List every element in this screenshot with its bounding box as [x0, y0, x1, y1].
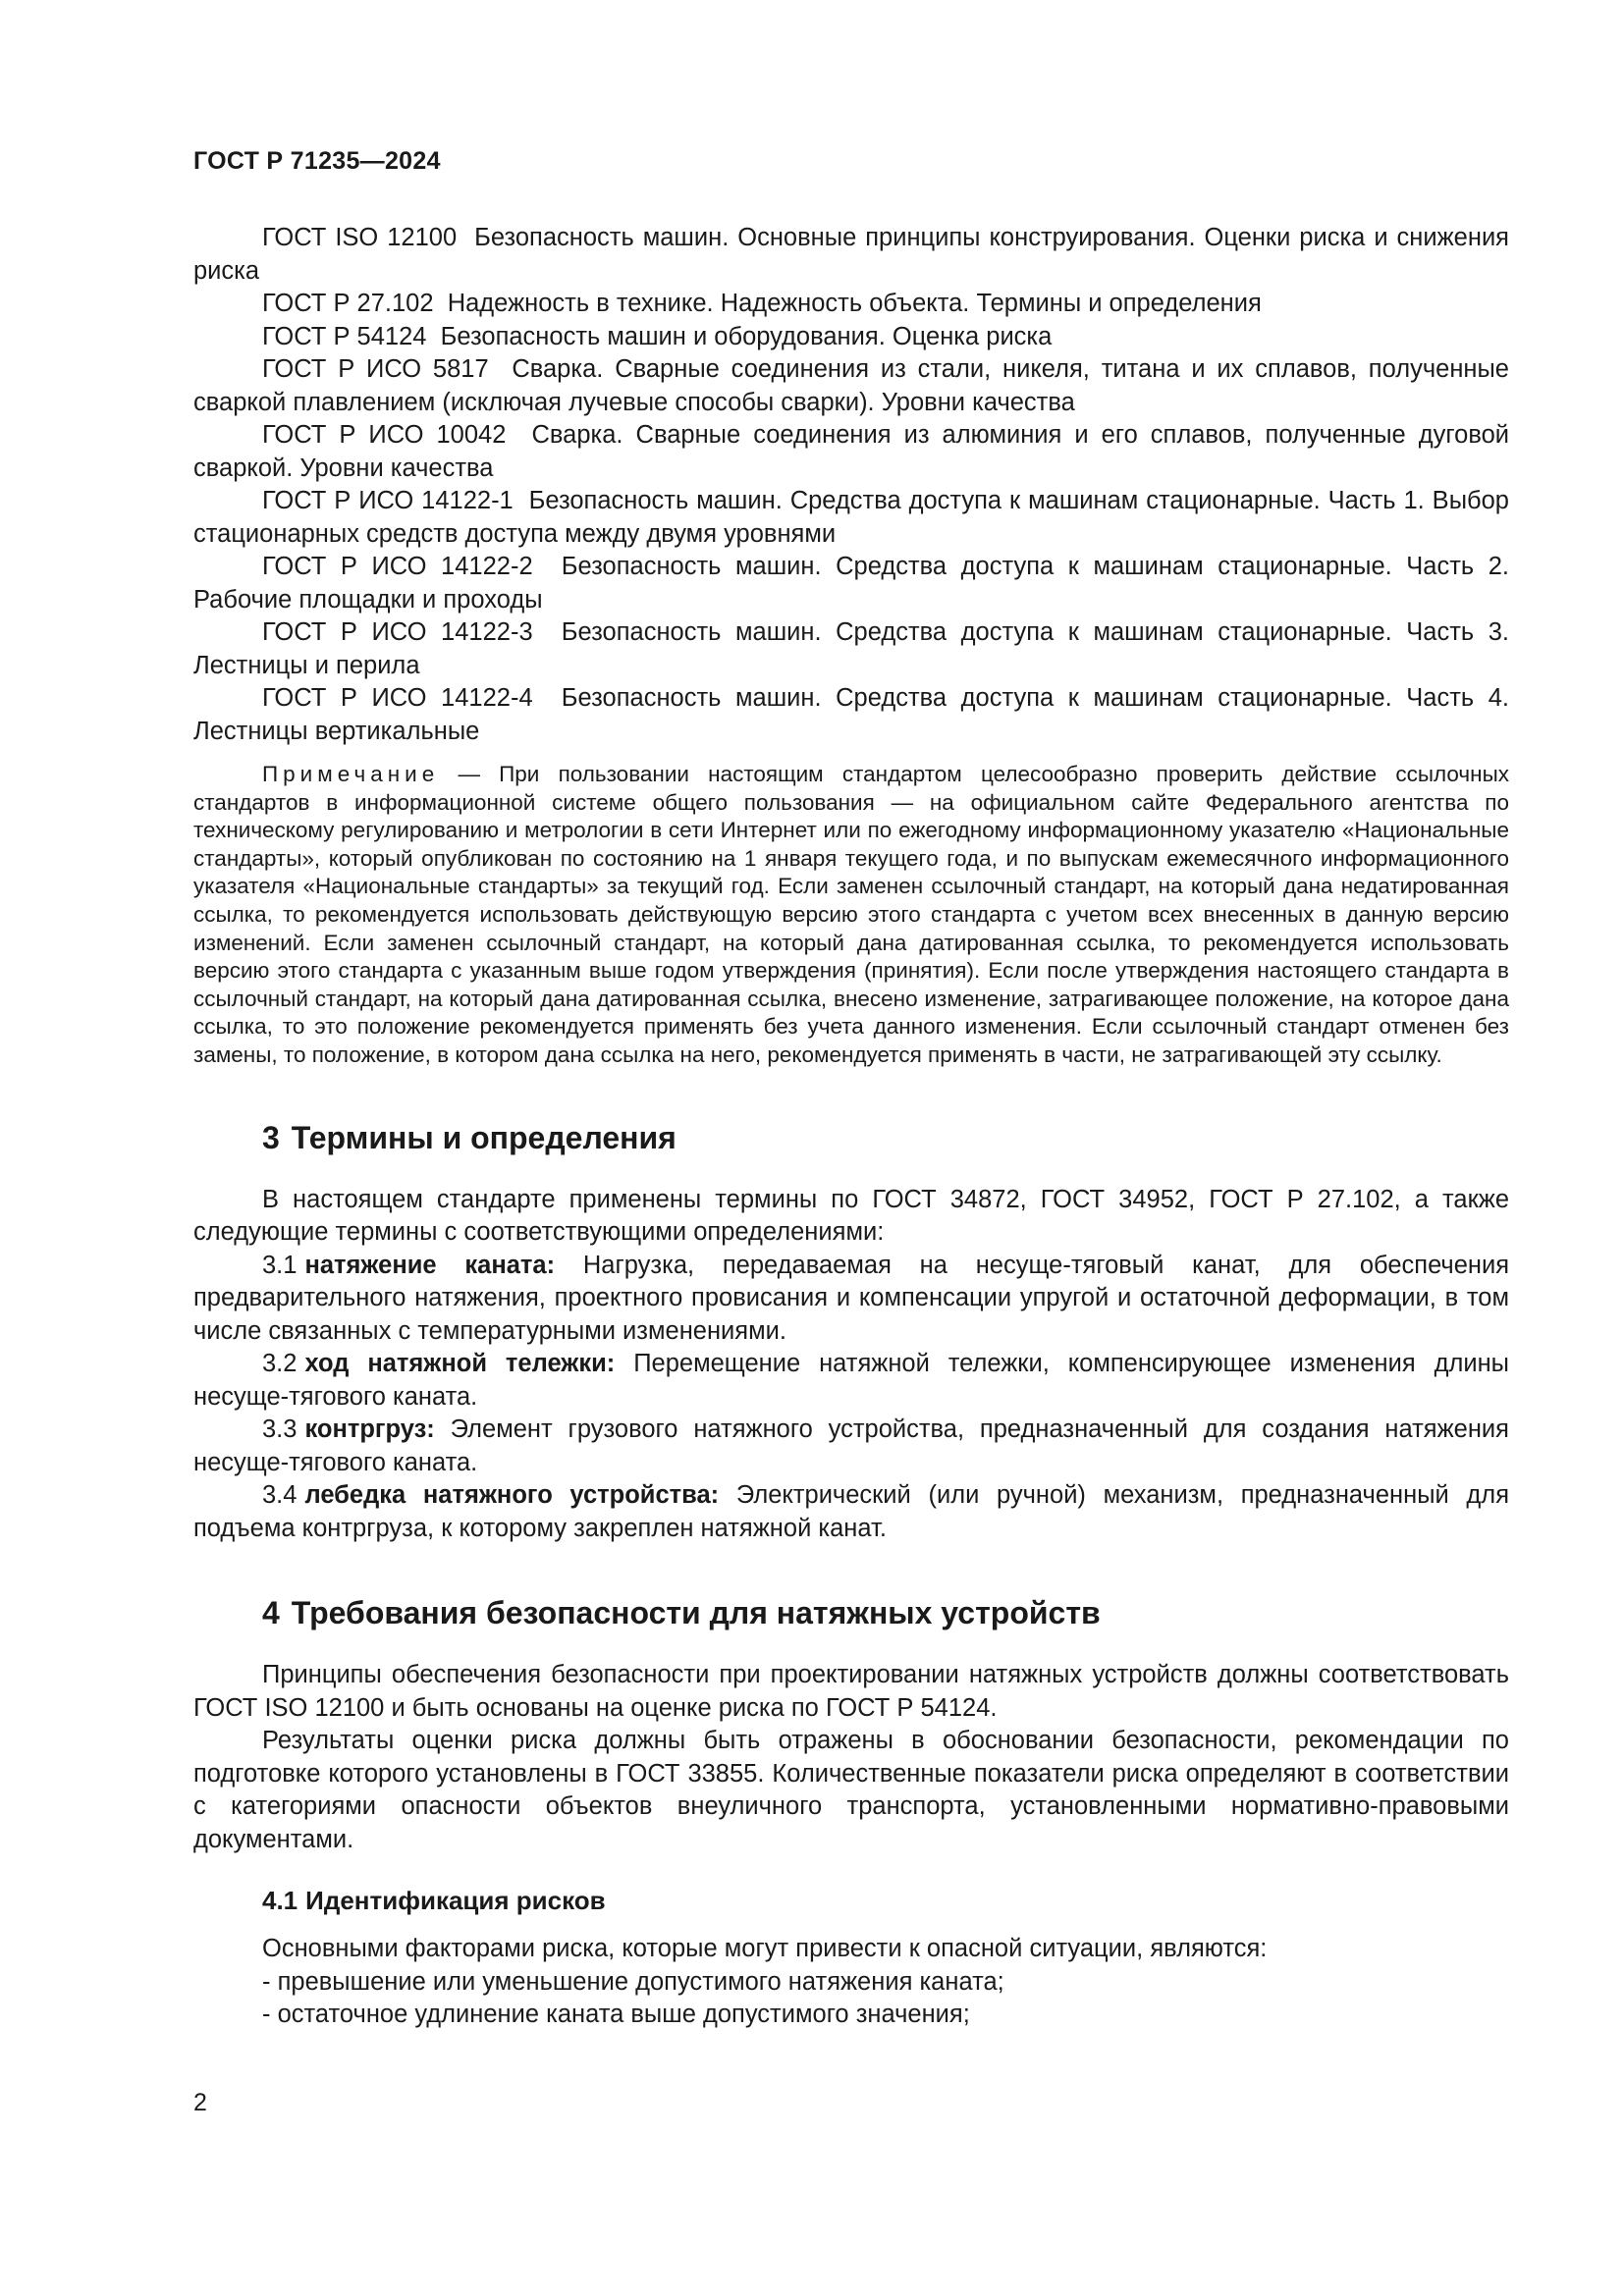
reference-item: ГОСТ Р ИСО 14122-4 Безопасность машин. Средства доступа к машинам стационарные. Часть 4. Лестницы вертикальные	[193, 684, 1509, 745]
page-header: ГОСТ Р 71235—2024	[193, 147, 441, 175]
reference-item: ГОСТ Р ИСО 14122-1 Безопасность машин. Средства доступа к машинам стационарные. Часть 1. Выбор стационарных средств доступа между двумя уровнями	[193, 487, 1509, 548]
page-number: 2	[193, 2089, 207, 2116]
term-definition: 3.1 натяжение каната: Нагрузка, передаваемая на несуще-тяговый канат, для обеспечения предварительного натяжения, проектного провисания и компенсации упругой и остаточной деформации, в том числе связанных с температурными изменениями.	[193, 1251, 1510, 1345]
note-label: Примечание	[262, 762, 440, 786]
reference-item: ГОСТ Р ИСО 14122-3 Безопасность машин. Средства доступа к машинам стационарные. Часть 3. Лестницы и перила	[193, 618, 1509, 679]
section-4-paragraph: Результаты оценки риска должны быть отражены в обосновании безопасности, рекомендации по подготовке которого установлены в ГОСТ 33855. Количественные показатели риска определяют в соответствии с категориями опасности объектов внеуличного транспорта, установленными нормативно-правовыми документами.	[193, 1727, 1509, 1853]
subsection-4-1-heading: 4.1 Идентификация рисков	[262, 1886, 606, 1916]
reference-item: ГОСТ Р 27.102 Надежность в технике. Надежность объекта. Термины и определения	[262, 290, 1262, 317]
note-paragraph	[193, 761, 1509, 1070]
reference-item: ГОСТ Р ИСО 10042 Сварка. Сварные соединения из алюминия и его сплавов, полученные дуговой сваркой. Уровни качества	[193, 421, 1510, 482]
section-3-intro: В настоящем стандарте применены термины по ГОСТ 34872, ГОСТ 34952, ГОСТ Р 27.102, а также следующие термины с соответствующими определениями:	[193, 1185, 1509, 1247]
list-item: - остаточное удлинение каната выше допустимого значения;	[262, 2001, 970, 2029]
list-item: - превышение или уменьшение допустимого натяжения каната;	[262, 1967, 1004, 1996]
subsection-4-1-intro: Основными факторами риска, которые могут привести к опасной ситуации, являются:	[262, 1935, 1268, 1963]
reference-item: ГОСТ Р ИСО 14122-2 Безопасность машин. Средства доступа к машинам стационарные. Часть 2. Рабочие площадки и проходы	[193, 553, 1509, 614]
term-definition: 3.4 лебедка натяжного устройства: Электрический (или ручной) механизм, предназначенный для подъема контргруза, к которому закреплен натяжной канат.	[193, 1481, 1509, 1542]
term-definition: 3.2 ход натяжной тележки: Перемещение натяжной тележки, компенсирующее изменения длины несуще-тягового каната.	[193, 1350, 1510, 1411]
document-body	[193, 222, 1509, 2032]
normative-references	[193, 222, 1509, 748]
section-4-paragraph: Принципы обеспечения безопасности при проектировании натяжных устройств должны соответствовать ГОСТ ISO 12100 и быть основаны на оценке риска по ГОСТ Р 54124.	[193, 1661, 1509, 1722]
note-text: — При пользовании настоящим стандартом целесообразно проверить действие ссылочных стандартов в информационной системе общего пользования — на официальном сайте Федерального агентства по техническому регулированию и метрологии в сети Интернет или по ежегодному информационному указателю «Национальные стандарты», который опубликован по состоянию на 1 января текущего года, и по выпускам ежемесячного информационного указателя «Национальные стандарты» за текущий год. Если заменен ссылочный стандарт, на который дана недатированная ссылка, то рекомендуется использовать действующую версию этого стандарта с учетом всех внесенных в данную версию изменений. Если заменен ссылочный стандарт, на который дана датированная ссылка, то рекомендуется использовать версию этого стандарта с указанным выше годом утверждения (принятия). Если после утверждения настоящего стандарта в ссылочный стандарт, на который дана датированная ссылка, внесено изменение, затрагивающее положение, на которое дана ссылка, то это положение рекомендуется применять без учета данного изменения. Если ссылочный стандарт отменен без замены, то положение, в котором дана ссылка на него, рекомендуется применять в части, не затрагивающей эту ссылку.	[193, 762, 1509, 1067]
section-4-heading: 4 Требования безопасности для натяжных устройств	[262, 1595, 1101, 1631]
term-definition: 3.3 контргруз: Элемент грузового натяжного устройства, предназначенный для создания натяжения несуще-тягового каната.	[193, 1415, 1509, 1476]
section-3-heading: 3 Термины и определения	[262, 1119, 677, 1155]
reference-item: ГОСТ ISO 12100 Безопасность машин. Основные принципы конструирования. Оценки риска и снижения риска	[193, 224, 1509, 285]
reference-item: ГОСТ Р ИСО 5817 Сварка. Сварные соединения из стали, никеля, титана и их сплавов, полученные сваркой плавлением (исключая лучевые способы сварки). Уровни качества	[193, 355, 1509, 416]
reference-item: ГОСТ Р 54124 Безопасность машин и оборудования. Оценка риска	[262, 322, 1053, 350]
